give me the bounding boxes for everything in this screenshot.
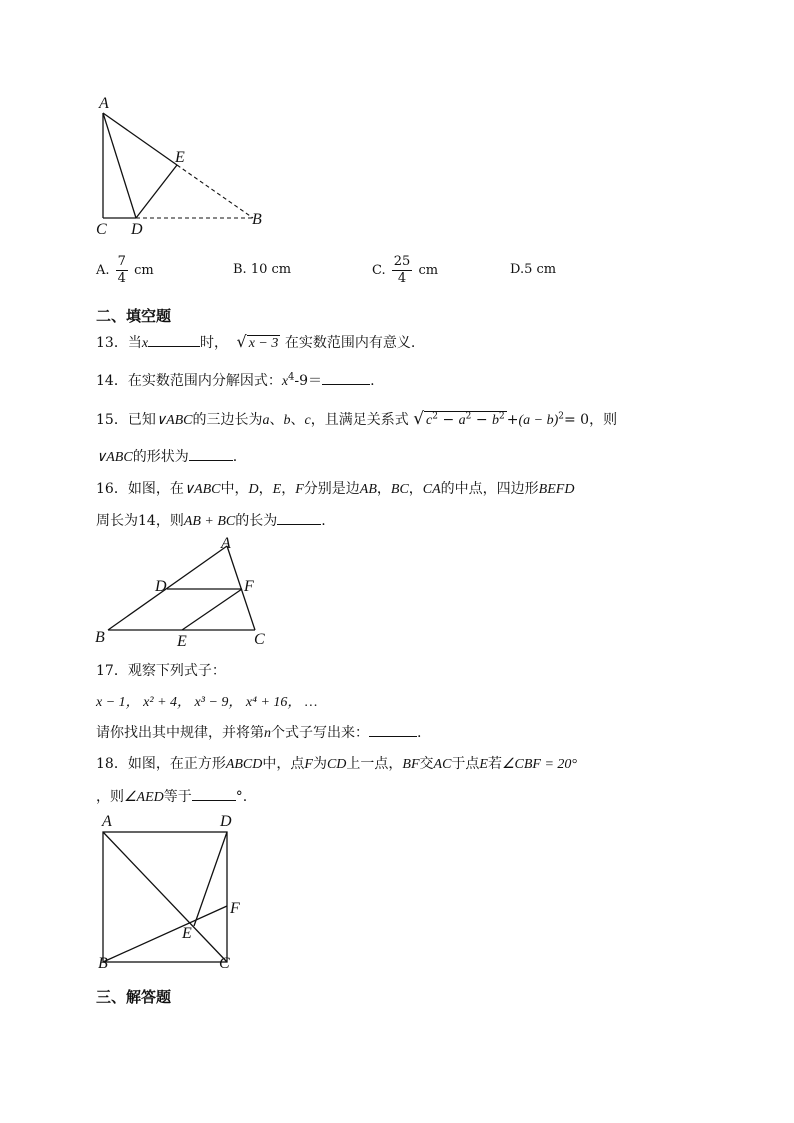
option-a-unit: cm: [134, 263, 154, 278]
q13-var: x: [141, 336, 149, 351]
q18-cd: CD: [326, 757, 347, 772]
q16-f: F: [295, 482, 304, 497]
q15-sqrt: √ $c^2 - a^2 - b^2$: [413, 409, 505, 429]
section-2-title: 二、填空题: [96, 307, 172, 325]
q15-exp-a: 2: [465, 411, 472, 422]
question-17-line-3: [96, 722, 421, 742]
fig3-label-b: B: [98, 955, 108, 972]
q17-line3-pre: 请你找出其中规律，并将第: [96, 725, 264, 741]
q15-zero: = 0: [564, 412, 590, 428]
q14-number: 14．: [96, 373, 128, 389]
fig2-label-b: B: [95, 629, 105, 646]
q15-mid1: 的三边长为: [192, 412, 263, 428]
q17-text: 观察下列式子：: [127, 663, 226, 679]
q18-mid3: 上一点，: [346, 756, 403, 772]
question-16-line-1: 16．如图，在∨ABC中，D，E，F分别是边AB，BC，CA的中点，四边形BEFD: [96, 481, 575, 497]
fig1-label-c: C: [96, 221, 107, 238]
q15-rad-a: a: [458, 413, 466, 428]
q15-sep1: 、: [269, 412, 284, 428]
fig3-label-f: F: [230, 900, 240, 917]
q18-e: E: [479, 757, 488, 772]
fig3-label-e: E: [182, 925, 192, 942]
q18-answer-blank[interactable]: [192, 788, 236, 801]
q15-mid2: ，且满足关系式: [310, 412, 409, 428]
q15-exp-paren: 2: [558, 411, 564, 422]
q13-radicand: x − 3: [248, 336, 279, 351]
fig2-label-c: C: [254, 631, 265, 648]
q18-angle: ∠CBF = 20°: [501, 757, 578, 772]
q17-line3-post: 个式子写出来：: [271, 725, 369, 741]
q18-number: 18．: [96, 756, 128, 772]
q17-seq-2: x² + 4: [143, 695, 178, 710]
option-a-numerator: 7: [117, 254, 126, 269]
q17-number: 17．: [96, 663, 128, 679]
q13-pre: 当: [127, 335, 142, 351]
q14-expr-base: x: [281, 374, 289, 389]
q13-mid: 时，: [200, 335, 229, 351]
q15-rad-c: c: [426, 413, 433, 428]
q16-pre: 如图，在: [127, 481, 184, 497]
q18-bf: BF: [402, 757, 420, 772]
q16-ca: CA: [422, 482, 441, 497]
fig2-label-f: F: [244, 578, 254, 595]
question-15-line-1: [96, 409, 617, 429]
option-c-numerator: 25: [393, 254, 411, 269]
option-c-label: C.: [372, 263, 386, 278]
option-a-denominator: 4: [117, 271, 126, 286]
q16-quad: BEFD: [538, 482, 575, 497]
q18-line2-end: °.: [235, 789, 248, 805]
q17-seq-5: …: [304, 695, 318, 710]
q14-expr-exp: 4: [288, 371, 295, 383]
q17-seq-3: x³ − 9: [194, 695, 229, 710]
figure-triangle-midpoints: [92, 534, 282, 649]
question-18-line-1: [96, 753, 577, 773]
question-15-line-2: [96, 446, 237, 466]
q18-mid2: 为: [312, 756, 327, 772]
q14-post: .: [370, 373, 375, 389]
q16-number: 16．: [96, 481, 128, 497]
section-3-title: 三、解答题: [96, 988, 172, 1006]
q17-line3-end: .: [417, 725, 422, 741]
q16-sum: AB + BC: [183, 514, 236, 529]
q16-answer-blank[interactable]: [277, 512, 321, 525]
q18-line2-mid: 等于: [163, 789, 192, 805]
q18-pre: 如图，在正方形: [127, 756, 226, 772]
option-c-fraction: [392, 254, 413, 287]
q16-d: D: [248, 482, 259, 497]
q15-number: 15．: [96, 412, 128, 428]
question-14: [96, 370, 375, 390]
fig2-label-e: E: [177, 633, 187, 649]
q16-triangle: ∨ABC: [183, 482, 221, 497]
fig1-label-b: B: [252, 211, 262, 228]
fig3-label-d: D: [220, 813, 232, 830]
q17-answer-blank[interactable]: [369, 724, 417, 737]
q18-ac: AC: [433, 757, 452, 772]
q15-rad-b: b: [492, 413, 500, 428]
q15-answer-blank[interactable]: [189, 448, 233, 461]
q15-plus: +: [506, 412, 519, 428]
q18-square: ABCD: [225, 757, 263, 772]
fig3-label-a: A: [102, 813, 112, 830]
q18-mid6: 若: [487, 756, 502, 772]
q18-mid1: 中，点: [262, 756, 305, 772]
q14-answer-blank[interactable]: [322, 372, 370, 385]
option-a-fraction: [116, 254, 128, 287]
q15-c: c: [304, 413, 311, 428]
q18-angle2: ∠AED: [124, 790, 164, 805]
q13-answer-blank[interactable]: [148, 334, 200, 347]
q15-post: ，则: [589, 412, 618, 428]
fig1-label-d: D: [131, 221, 143, 238]
option-b-text: B. 10 cm: [233, 262, 292, 277]
option-c-denominator: 4: [397, 271, 407, 286]
option-b: [233, 262, 291, 277]
q15-sep2: 、: [290, 412, 305, 428]
q17-seq-4: x⁴ + 16: [245, 695, 288, 710]
q16-mid1: 中，: [220, 481, 249, 497]
q15-triangle: ∨ABC: [155, 413, 193, 428]
q16-e: E: [272, 482, 282, 497]
q16-mid3: 的中点，四边形: [440, 481, 539, 497]
q18-mid5: 于点: [451, 756, 480, 772]
q16-bc: BC: [390, 482, 409, 497]
q15-exp-c: 2: [432, 411, 438, 422]
q15-line2-triangle: ∨ABC: [96, 450, 133, 465]
question-17-line-1: [96, 660, 226, 680]
question-17-sequence: x − 1， x² + 4， x³ − 9， x⁴ + 16， …: [96, 695, 318, 710]
option-c-unit: cm: [418, 263, 439, 278]
q16-line2-pre: 周长为14，则: [96, 513, 184, 529]
q13-sqrt: √ x − 3: [236, 332, 279, 351]
fig1-label-a: A: [99, 95, 109, 112]
q16-mid2: 分别是边: [303, 481, 360, 497]
q17-n: n: [264, 726, 271, 741]
q14-expr-rest: -9＝: [294, 373, 323, 389]
q18-f: F: [304, 757, 313, 772]
question-16-line-2: [96, 510, 326, 530]
q15-exp-b: 2: [499, 411, 505, 422]
question-13: [96, 332, 415, 352]
figure-triangle-abc-de: [90, 92, 280, 240]
q14-pre: 在实数范围内分解因式：: [127, 373, 282, 389]
figure-square-abcd: [92, 808, 252, 978]
q16-ab: AB: [359, 482, 377, 497]
q15-line2-end: .: [232, 449, 238, 465]
q15-pre: 已知: [127, 412, 156, 428]
q15-paren: (a − b): [518, 413, 559, 428]
q18-mid4: 交: [419, 756, 434, 772]
option-a: [96, 254, 154, 287]
q16-line2-end: .: [321, 513, 326, 529]
fig1-label-e: E: [175, 149, 185, 166]
q13-number: 13．: [96, 335, 128, 351]
q15-line2-text: 的形状为: [132, 449, 189, 465]
fig3-label-c: C: [219, 955, 230, 972]
option-a-label: A.: [96, 263, 110, 278]
option-d-text: D.5 cm: [510, 262, 557, 277]
q17-seq-1: x − 1: [96, 695, 126, 710]
q13-post: 在实数范围内有意义.: [284, 335, 416, 351]
option-d: [510, 262, 556, 277]
option-c: [372, 254, 438, 287]
fig2-label-a: A: [221, 535, 231, 552]
q15-b: b: [283, 413, 291, 428]
q15-a: a: [262, 413, 270, 428]
q18-line2-pre: ，则: [96, 789, 124, 805]
q16-line2-mid: 的长为: [235, 513, 278, 529]
question-18-line-2: [96, 786, 247, 806]
fig2-label-d: D: [155, 578, 167, 595]
